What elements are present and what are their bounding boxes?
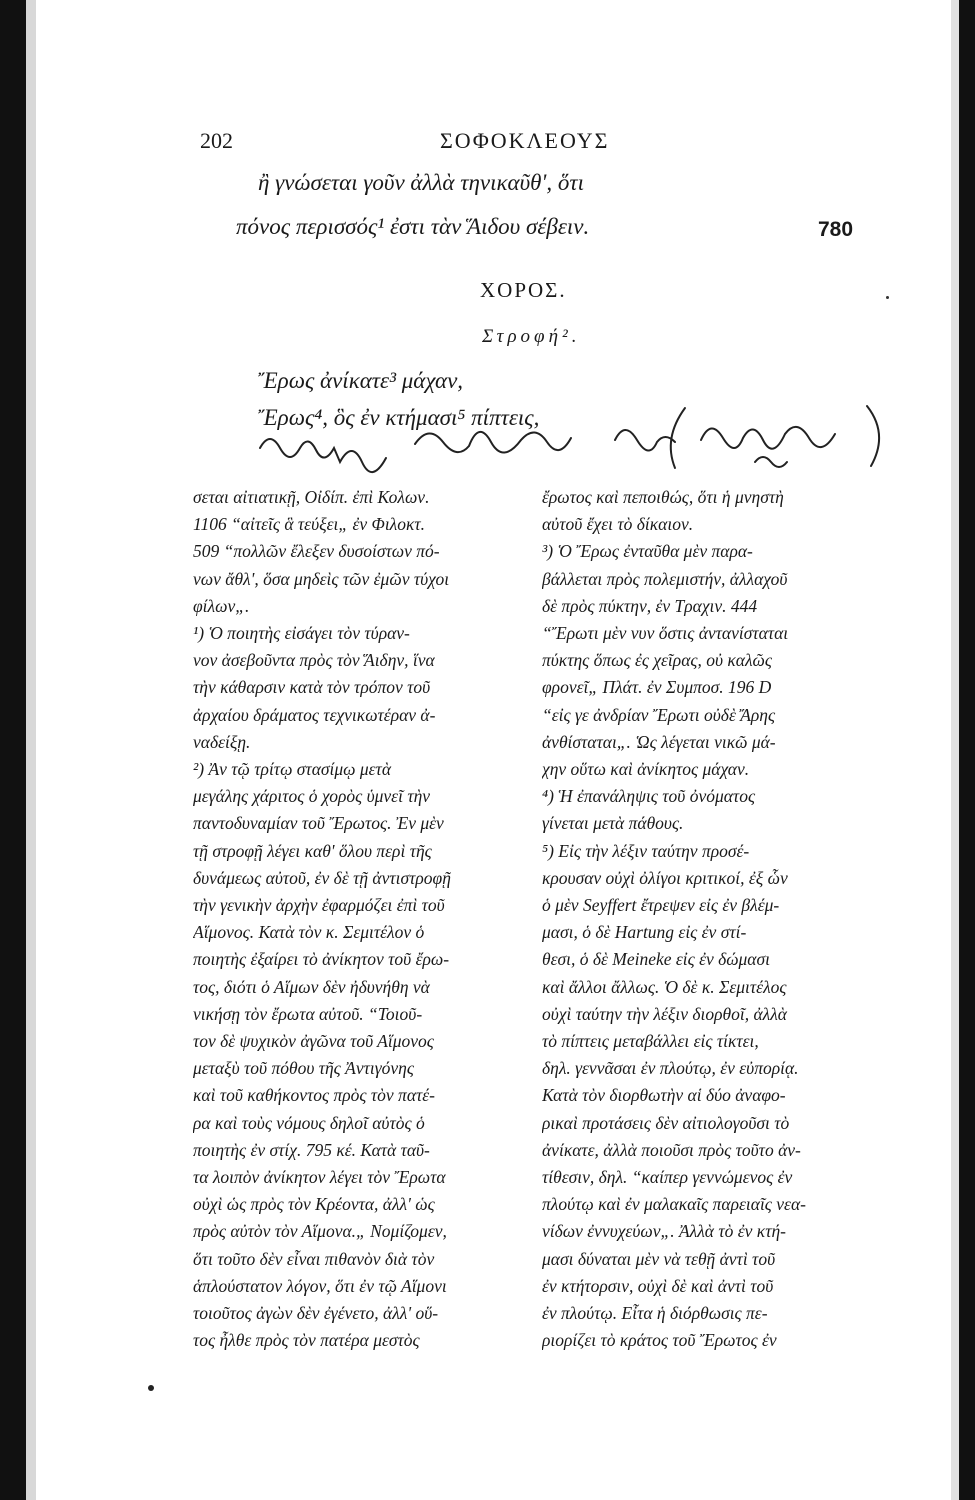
verse-line: Ἔρως⁴, ὃς ἐν κτήμασι⁵ πίπτεις, <box>258 405 540 430</box>
footnote-line: παντοδυναμίαν τοῦ Ἔρωτος. Ἐν μὲν <box>193 813 444 834</box>
footnote-line: φίλων„. <box>193 595 250 616</box>
handwriting-stroke <box>701 427 835 449</box>
footnote-line: ριορίζει τὸ κράτος τοῦ Ἔρωτος ἐν <box>542 1330 777 1351</box>
speaker-heading: ΧΟΡΟΣ. <box>480 278 567 302</box>
handwriting-stroke <box>671 408 685 468</box>
footnote-line: σεται αἰτιατικῇ, Οἰδίπ. ἐπὶ Κολων. <box>193 487 430 507</box>
footnote-line: τος ἦλθε πρὸς τὸν πατέρα μεστὸς <box>193 1330 420 1351</box>
line-number: 780 <box>818 218 854 241</box>
footnote-line: δηλ. γεννᾶσαι ἐν πλούτῳ, ἐν εὐπορίᾳ. <box>542 1058 799 1079</box>
footnote-line: ὁ μὲν Seyffert ἔτρεψεν εἰς ἐν βλέμ- <box>542 895 780 916</box>
footnote-line: τα λοιπὸν ἀνίκητον λέγει τὸν Ἔρωτα <box>193 1167 446 1188</box>
footnote-line: κρουσαν οὐχὶ ὀλίγοι κριτικοί, ἐξ ὧν <box>542 867 788 888</box>
handwritten-annotation <box>255 400 895 480</box>
footnote-line: θεσι, ὁ δὲ Meineke εἰς ἐν δώμασι <box>542 949 770 970</box>
footnote-line: ²) Ἀν τῷ τρίτῳ στασίμῳ μετὰ <box>193 759 392 780</box>
footnote-line: μεταξὺ τοῦ πόθου τῆς Ἀντιγόνης <box>193 1058 414 1079</box>
footnote-line: τῇ στροφῇ λέγει καθ' ὅλου περὶ τῆς <box>193 840 432 861</box>
footnote-line: Αἵμονος. Κατὰ τὸν κ. Σεμιτέλον ὁ <box>193 922 425 943</box>
footnote-line: καὶ ἄλλοι ἄλλως. Ὁ δὲ κ. Σεμιτέλος <box>542 976 787 997</box>
footnote-line: τοιοῦτος ἀγὼν δὲν ἐγένετο, ἀλλ' οὕ- <box>193 1303 439 1324</box>
footnote-line: πύκτης ὅπως ἐς χεῖρας, οὐ καλῶς <box>542 650 773 671</box>
footnote-line: νίδων ἐννυχεύων„. Ἀλλὰ τὸ ἐν κτή- <box>542 1221 786 1242</box>
footnote-line: ἀνθίσταται„. Ὡς λέγεται νικῶ μά- <box>542 731 776 752</box>
footnote-line: οὐχὶ ὡς πρὸς τὸν Κρέοντα, ἀλλ' ὡς <box>193 1194 435 1215</box>
footnote-line: γίνεται μετὰ πάθους. <box>542 813 684 834</box>
footnote-line: τὴν γενικὴν ἀρχὴν ἐφαρμόζει ἐπὶ τοῦ <box>193 895 445 916</box>
footnote-line: τον δὲ ψυχικὸν ἀγῶνα τοῦ Αἵμονος <box>193 1031 434 1052</box>
footnote-line: ἐν πλούτῳ. Εἶτα ἡ διόρθωσις πε- <box>542 1303 768 1324</box>
footnote-line: ἔρωτος καὶ πεποιθώς, ὅτι ἡ μνηστὴ <box>542 487 784 507</box>
footnote-line: οὐχὶ ταύτην τὴν λέξιν διορθοῖ, ἀλλὰ <box>542 1003 787 1024</box>
scan-speck <box>148 1385 154 1391</box>
footnote-line: ἁπλούστατον λόγον, ὅτι ἐν τῷ Αἵμονι <box>193 1275 447 1296</box>
footnotes-left-column <box>193 484 513 1355</box>
footnote-line: μασι δύναται μὲν νὰ τεθῇ ἀντὶ τοῦ <box>542 1248 776 1269</box>
footnote-line: ἀρχαίου δράματος τεχνικωτέραν ἀ- <box>193 704 436 725</box>
footnote-line: νων ἄθλ', ὅσα μηδεὶς τῶν ἐμῶν τύχοι <box>193 568 450 589</box>
footnote-line: ρικαὶ προτάσεις δὲν αἰτιολογοῦσι τὸ <box>542 1112 790 1133</box>
handwriting-stroke <box>755 457 787 467</box>
scan-speck <box>886 296 889 299</box>
footnote-line: 509 “πολλῶν ἔλεξεν δυσοίστων πό- <box>193 541 440 562</box>
footnote-line: μασι, ὁ δὲ Hartung εἰς ἐν στί- <box>542 922 747 943</box>
scan-border-right <box>959 0 975 1500</box>
footnote-line: ἀνίκατε, ἀλλὰ ποιοῦσι πρὸς τοῦτο ἀν- <box>542 1139 801 1160</box>
footnote-line: ὅτι τοῦτο δὲν εἶναι πιθανὸν διὰ τὸν <box>193 1248 435 1269</box>
footnote-line: τίθεσιν, δηλ. “καίπερ γεννώμενος ἐν <box>542 1167 793 1188</box>
footnote-line: αὐτοῦ ἔχει τὸ δίκαιον. <box>542 514 694 535</box>
verse-line: ἢ γνώσεται γοῦν ἀλλὰ τηνικαῦθ', ὅτι <box>258 170 584 195</box>
footnote-line: “Ἔρωτι μὲν νυν ὅστις ἀντανίσταται <box>542 623 789 644</box>
footnote-line: ποιητὴς ἐξαίρει τὸ ἀνίκητον τοῦ ἔρω- <box>193 949 450 970</box>
footnote-line: καὶ τοῦ καθήκοντος πρὸς τὸν πατέ- <box>193 1085 436 1106</box>
footnote-line: “εἰς γε ἀνδρίαν Ἔρωτι οὐδὲ Ἄρης <box>542 704 776 725</box>
footnote-line: ⁴) Ἡ ἐπανάληψις τοῦ ὀνόματος <box>542 786 756 807</box>
footnote-line: ρα καὶ τοὺς νόμους δηλοῖ αὐτὸς ὁ <box>193 1112 425 1133</box>
footnote-line: πρὸς αὐτὸν τὸν Αἵμονα.„ Νομίζομεν, <box>193 1221 447 1242</box>
verse-line: Ἔρως ἀνίκατε³ μάχαν, <box>258 368 464 393</box>
handwriting-stroke <box>867 406 879 466</box>
stanza-label: Στροφή². <box>482 326 581 347</box>
footnote-line: χην οὕτω καὶ ἀνίκητος μάχαν. <box>542 759 750 780</box>
footnote-line: μεγάλης χάριτος ὁ χορὸς ὑμνεῖ τὴν <box>193 786 431 807</box>
page-number: 202 <box>200 128 233 153</box>
footnote-line: φρονεῖ„ Πλάτ. ἐν Συμποσ. 196 D <box>542 677 772 698</box>
footnote-line: Κατὰ τὸν διορθωτὴν αἱ δύο ἀναφο- <box>542 1085 786 1106</box>
footnote-line: ¹) Ὁ ποιητὴς εἰσάγει τὸν τύραν- <box>193 623 410 644</box>
footnote-line: ³) Ὁ Ἔρως ἐνταῦθα μὲν παρα- <box>542 541 753 562</box>
footnote-line: τος, διότι ὁ Αἵμων δὲν ἠδυνήθη νὰ <box>193 976 430 997</box>
footnotes-right-column <box>542 484 862 1355</box>
footnote-line: δυνάμεως αὐτοῦ, ἐν δὲ τῇ ἀντιστροφῇ <box>193 867 451 888</box>
handwriting-stroke <box>260 439 386 472</box>
footnote-line: ποιητὴς ἐν στίχ. 795 κέ. Κατὰ ταῦ- <box>193 1139 430 1160</box>
footnote-line: τὸ πίπτεις μεταβάλλει εἰς τίκτει, <box>542 1031 759 1052</box>
footnote-line: 1106 “αἰτεῖς ἃ τεύξει„ ἐν Φιλοκτ. <box>193 514 426 535</box>
footnote-line: ἐν κτήτορσιν, οὐχὶ δὲ καὶ ἀντὶ τοῦ <box>542 1275 774 1296</box>
handwriting-text: πίπτεις εἰς τὸ ἀσθενὲς ἦθος (καλέον ἤπεις) <box>255 400 277 401</box>
footnote-line: τὴν κάθαρσιν κατὰ τὸν τρόπον τοῦ <box>193 677 431 698</box>
verse-line: πόνος περισσός¹ ἐστι τὰν Ἅιδου σέβειν. <box>236 214 590 239</box>
footnote-line: νον ἀσεβοῦντα πρὸς τὸν Ἅιδην, ἵνα <box>193 650 435 671</box>
handwriting-stroke <box>615 430 675 451</box>
handwriting-stroke <box>415 432 571 453</box>
scan-border-left-strip <box>26 0 36 1500</box>
footnote-line: δὲ πρὸς πύκτην, ἐν Τραχιν. 444 <box>542 595 758 616</box>
footnote-line: ⁵) Εἰς τὴν λέξιν ταύτην προσέ- <box>542 840 750 861</box>
footnote-line: ναδείξῃ. <box>193 731 251 752</box>
footnote-line: βάλλεται πρὸς πολεμιστήν, ἀλλαχοῦ <box>542 568 788 589</box>
footnote-line: νικήσῃ τὸν ἔρωτα αὐτοῦ. “Τοιοῦ- <box>193 1003 423 1024</box>
running-title: ΣΟΦΟΚΛΕΟΥΣ <box>440 128 610 153</box>
scan-border-right-strip <box>951 0 959 1500</box>
footnote-line: πλούτῳ καὶ ἐν μαλακαῖς παρειαῖς νεα- <box>542 1194 806 1215</box>
scan-border-left <box>0 0 26 1500</box>
